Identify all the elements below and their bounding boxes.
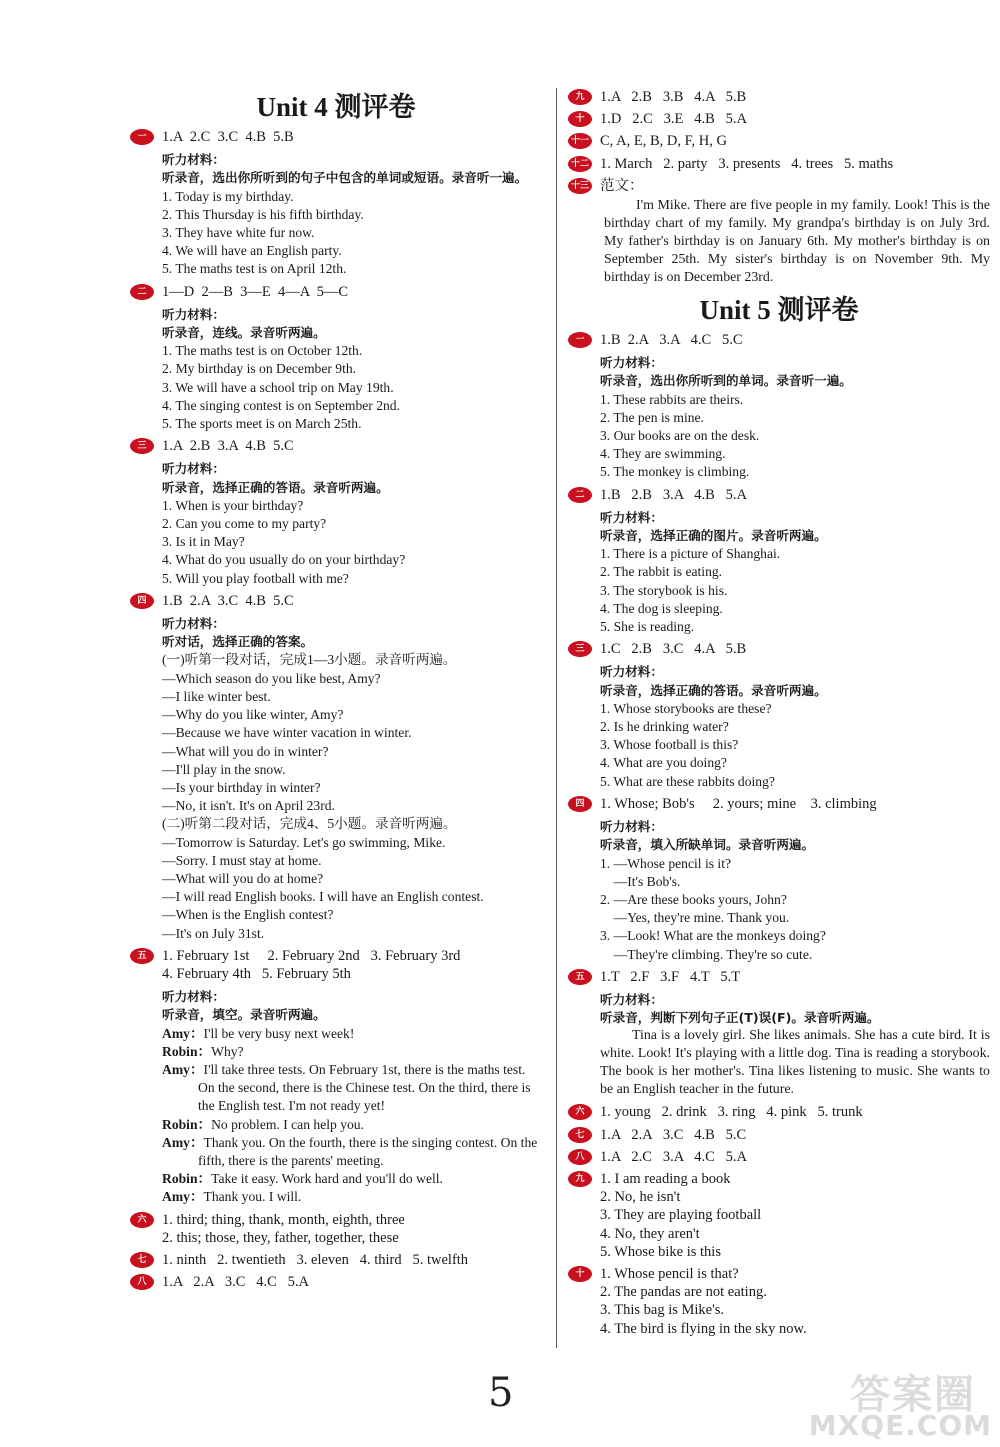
transcript-line: 3. Is it in May? (162, 534, 245, 550)
dialogue-colon: ： (189, 1025, 204, 1041)
unit4-title: Unit 4 测评卷 (256, 92, 416, 122)
dialogue-speaker: Amy (162, 1025, 190, 1041)
unit5-section (568, 331, 990, 482)
answer-block (568, 331, 990, 349)
dialogue-text: Take it easy. Work hard and you'll do well. (211, 1171, 443, 1187)
left-column (130, 88, 542, 1291)
dialogue-colon: ： (189, 1134, 204, 1150)
dialogue-line (162, 1170, 542, 1188)
transcript-line: 3. Our books are on the desk. (600, 428, 760, 444)
answer-line: 1. Whose; Bob's 2. yours; mine 3. climbing (600, 795, 877, 812)
transcript-line: —No, it isn't. It's on April 23rd. (162, 798, 335, 814)
answer-line: 1.A 2.C 3.C 4.B 5.B (162, 129, 294, 145)
question-number-badge: 十二 (568, 156, 592, 172)
material-heading: 听力材料： (162, 152, 225, 168)
answer-block (130, 947, 542, 983)
answer-line: 1—D 2—B 3—E 4—A 5—C (162, 283, 349, 300)
dialogue-colon: ： (189, 1189, 204, 1205)
transcript-line: 2. Is he drinking water? (600, 719, 729, 735)
material-heading: 听力材料： (600, 991, 663, 1007)
transcript-line: —Which season do you like best, Amy? (162, 670, 381, 686)
question-number-badge: 十 (568, 1266, 592, 1282)
transcript-line: 5. The maths test is on April 12th. (162, 261, 347, 277)
dialogue-text: No problem. I can help you. (211, 1116, 364, 1132)
right-column (568, 88, 990, 1338)
answer-block (568, 110, 990, 128)
answer-line: 2. No, he isn't (600, 1189, 681, 1206)
transcript-line: 4. The singing contest is on September 2nd. (162, 397, 400, 413)
material-heading: 听力材料： (600, 355, 663, 371)
unit4-section (130, 947, 542, 1207)
unit4-section (568, 177, 990, 195)
dialogue-line (162, 1043, 542, 1061)
model-essay: I'm Mike. There are five people in my family. Look! This is the birthday chart of my family. My grandpa's birthday is on July 3rd. My father's birthday is on January 6th. My mother's birthday is on September 25th. My sister's birthday is on November 9th. My birthday is on December 23rd. (604, 198, 990, 286)
answer-block (130, 283, 542, 301)
transcript-line: 3. They have white fur now. (162, 225, 315, 241)
unit4-section (568, 88, 990, 106)
transcript-line: 4. We will have an English party. (162, 243, 342, 259)
unit5-sections (568, 331, 990, 1338)
transcript-line: —What will you do in winter? (162, 743, 329, 759)
question-number-badge: 五 (130, 948, 154, 964)
dialogue-text: I'll be very busy next week! (203, 1025, 355, 1041)
answer-block (130, 1251, 542, 1269)
dialogue-speaker: Robin (162, 1171, 198, 1187)
material-heading: 听力材料： (162, 989, 225, 1005)
dialogue-speaker: Robin (162, 1043, 198, 1059)
listening-material (568, 354, 990, 481)
unit5-section (568, 1170, 990, 1261)
unit4-section (130, 1251, 542, 1269)
question-number-badge: 四 (130, 593, 154, 609)
transcript-line: —Why do you like winter, Amy? (162, 707, 344, 723)
question-number-badge: 六 (130, 1212, 154, 1228)
unit4-section (568, 155, 990, 173)
transcript-line: (一)听第一段对话，完成1—3小题。录音听两遍。 (162, 652, 457, 668)
transcript-line: 2. —Are these books yours, John? (600, 891, 787, 907)
dialogue-line (162, 1188, 542, 1206)
answer-block (130, 128, 542, 146)
transcript-line: 1. Whose storybooks are these? (600, 700, 772, 716)
answer-line: 1. February 1st 2. February 2nd 3. February 3rd (162, 947, 461, 964)
answer-line: 1.A 2.B 3.B 4.A 5.B (600, 89, 747, 105)
material-heading: 听力材料： (600, 509, 663, 525)
dialogue-line (162, 1025, 542, 1043)
dialogue-speaker: Amy (162, 1189, 190, 1205)
answer-line: C, A, E, B, D, F, H, G (600, 133, 727, 150)
answer-line: 2. The pandas are not eating. (600, 1284, 767, 1301)
transcript-line: 4. The dog is sleeping. (600, 600, 723, 616)
transcript-line: 3. The storybook is his. (600, 582, 728, 598)
transcript-line: —Tomorrow is Saturday. Let's go swimming, Mike. (162, 834, 446, 850)
transcript-line: 3. —Look! What are the monkeys doing? (600, 928, 826, 944)
unit5-section (568, 1103, 990, 1121)
answer-line: 1. ninth 2. twentieth 3. eleven 4. third 5. twelfth (162, 1251, 469, 1268)
transcript-line: —I like winter best. (162, 688, 271, 704)
answer-block (568, 640, 990, 658)
transcript-line: —They're climbing. They're so cute. (600, 946, 813, 962)
transcript-line: 1. When is your birthday? (162, 497, 304, 513)
answer-line: 1. March 2. party 3. presents 4. trees 5. maths (600, 155, 894, 172)
material-instruction: 听对话，选择正确的答案。 (162, 634, 314, 650)
material-instruction: 听录音，选出你所听到的句子中包含的单词或短语。录音听一遍。 (162, 170, 528, 186)
answer-block (568, 88, 990, 106)
answer-block (130, 437, 542, 455)
answer-block (130, 1273, 542, 1291)
dialogue-colon: ： (197, 1043, 212, 1059)
unit4-section (568, 110, 990, 128)
answer-block (568, 177, 990, 195)
listening-material (568, 991, 990, 1099)
answer-block (568, 155, 990, 173)
column-divider (556, 88, 557, 1348)
answer-line: 1. third; thing, thank, month, eighth, three (162, 1211, 405, 1228)
transcript-line: 2. The pen is mine. (600, 409, 704, 425)
question-number-badge: 十三 (568, 178, 592, 194)
listening-material (130, 615, 542, 943)
question-number-badge: 四 (568, 796, 592, 812)
material-instruction: 听录音，填空。录音听两遍。 (162, 1007, 326, 1023)
dialogue-text: Thank you. On the fourth, there is the singing contest. On the fifth, there is the parents' meeting. (198, 1134, 538, 1168)
answer-line: 1.C 2.B 3.C 4.A 5.B (600, 641, 747, 658)
answer-line: 1. I am reading a book (600, 1170, 731, 1187)
question-number-badge: 八 (130, 1274, 154, 1290)
answer-line: 1.A 2.C 3.A 4.C 5.A (600, 1148, 748, 1165)
dialogue-speaker: Amy (162, 1134, 190, 1150)
transcript-line: —Yes, they're mine. Thank you. (600, 910, 790, 926)
answer-line: 5. Whose bike is this (600, 1243, 721, 1260)
dialogue-speaker: Robin (162, 1116, 198, 1132)
transcript-line: 4. What do you usually do on your birthday? (162, 552, 406, 568)
transcript-line: 1. These rabbits are theirs. (600, 391, 744, 407)
unit5-section (568, 1148, 990, 1166)
unit5-section (568, 968, 990, 1100)
material-instruction: 听录音，判断下列句子正(T)误(F)。录音听两遍。 (600, 1010, 880, 1026)
transcript-line: 5. The sports meet is on March 25th. (162, 416, 362, 432)
material-heading: 听力材料： (162, 616, 225, 632)
page-number: 5 (488, 1370, 514, 1416)
unit5-title: Unit 5 测评卷 (699, 295, 859, 326)
answer-block (568, 132, 990, 150)
answer-block (568, 968, 990, 986)
unit5-section (568, 1126, 990, 1144)
transcript-line: 2. My birthday is on December 9th. (162, 361, 357, 377)
listening-material (130, 988, 542, 1206)
unit4-section (130, 128, 542, 279)
unit4-section (568, 132, 990, 150)
listening-material (568, 818, 990, 964)
answer-line: 4. The bird is flying in the sky now. (600, 1320, 807, 1337)
transcript-line: 3. Whose football is this? (600, 737, 739, 753)
question-number-badge: 八 (568, 1149, 592, 1165)
answer-line: 1.B 2.A 3.A 4.C 5.C (600, 332, 743, 349)
material-heading: 听力材料： (600, 664, 663, 680)
transcript-line: —What will you do at home? (162, 870, 324, 886)
question-number-badge: 七 (130, 1252, 154, 1268)
answer-block (130, 1211, 542, 1247)
material-heading: 听力材料： (162, 306, 225, 322)
question-number-badge: 一 (130, 129, 154, 145)
answer-block (568, 1170, 990, 1261)
answer-line: 3. They are playing football (600, 1207, 762, 1224)
question-number-badge: 九 (568, 1171, 592, 1187)
dialogue-text: I'll take three tests. On February 1st, there is the maths test. On the second, there is the Chinese test. On the third, there is the English test. I'm not ready yet! (198, 1061, 531, 1114)
transcript-line: 4. What are you doing? (600, 755, 727, 771)
transcript-line: —Sorry. I must stay at home. (162, 852, 322, 868)
transcript-line: —I will read English books. I will have an English contest. (162, 889, 484, 905)
answer-block (568, 1126, 990, 1144)
transcript-line: —When is the English contest? (162, 907, 334, 923)
listening-material (130, 306, 542, 433)
transcript-line: 2. The rabbit is eating. (600, 564, 723, 580)
answer-line: 1.B 2.B 3.A 4.B 5.A (600, 486, 748, 503)
answer-line: 1. young 2. drink 3. ring 4. pink 5. trunk (600, 1104, 863, 1121)
answer-block (568, 1148, 990, 1166)
transcript-line: 2. This Thursday is his fifth birthday. (162, 206, 364, 222)
question-number-badge: 十一 (568, 133, 592, 149)
question-number-badge: 五 (568, 969, 592, 985)
transcript-line: (二)听第二段对话，完成4、5小题。录音听两遍。 (162, 816, 457, 832)
transcript-line: 1. Today is my birthday. (162, 188, 294, 204)
listening-material (568, 663, 990, 790)
answer-line: 1.B 2.A 3.C 4.B 5.C (162, 592, 294, 609)
transcript-line: 5. What are these rabbits doing? (600, 773, 775, 789)
material-instruction: 听录音，选出你所听到的单词。录音听一遍。 (600, 373, 852, 389)
question-number-badge: 二 (568, 487, 592, 503)
answer-block (130, 592, 542, 610)
unit4-sections (130, 128, 542, 1291)
unit4-section (130, 592, 542, 943)
watermark-logo (802, 1363, 992, 1443)
dialogue-line (162, 1116, 542, 1134)
answer-line: 4. No, they aren't (600, 1225, 700, 1242)
watermark-text: 答案圈 (850, 1372, 976, 1418)
unit5-section (568, 1265, 990, 1338)
answer-line: 4. February 4th 5. February 5th (162, 965, 351, 982)
question-number-badge: 三 (130, 438, 154, 454)
question-number-badge: 一 (568, 332, 592, 348)
transcript-line: 5. She is reading. (600, 619, 695, 635)
unit4-section (130, 437, 542, 588)
unit5-section (568, 795, 990, 964)
dialogue-speaker: Amy (162, 1061, 190, 1077)
answer-block (568, 1265, 990, 1338)
unit5-section (568, 640, 990, 791)
transcript-line: 4. They are swimming. (600, 446, 726, 462)
material-instruction: 听录音，选择正确的答语。录音听两遍。 (600, 682, 827, 698)
transcript-line: —It's Bob's. (600, 873, 681, 889)
question-number-badge: 三 (568, 641, 592, 657)
unit4-continued-sections (568, 88, 990, 195)
listening-material (568, 509, 990, 636)
dialogue-colon: ： (189, 1061, 204, 1077)
passage-text: Tina is a lovely girl. She likes animals. She has a cute bird. It is white. Look! It's playing with a little dog. Tina is reading a storybook. The book is her mother's. Tina likes listening to music. She wants to be an English teacher in the future. (600, 1028, 990, 1098)
material-instruction: 听录音，连线。录音听两遍。 (162, 325, 326, 341)
transcript-line: —I'll play in the snow. (162, 761, 286, 777)
dialogue-line (162, 1061, 542, 1116)
answer-block (568, 795, 990, 813)
answer-line: 1.A 2.A 3.C 4.B 5.C (600, 1126, 747, 1143)
transcript-line: 1. There is a picture of Shanghai. (600, 546, 781, 562)
transcript-line: 1. —Whose pencil is it? (600, 855, 731, 871)
answer-line: 2. this; those, they, father, together, these (162, 1229, 399, 1246)
transcript-line: 5. The monkey is climbing. (600, 464, 750, 480)
answer-line: 范文： (600, 177, 644, 194)
answer-line: 1. Whose pencil is that? (600, 1265, 739, 1282)
dialogue-colon: ： (197, 1116, 212, 1132)
dialogue-line (162, 1134, 542, 1170)
watermark-url: MXQE.COM (808, 1409, 992, 1442)
answer-block (568, 1103, 990, 1121)
answer-line: 1.A 2.B 3.A 4.B 5.C (162, 438, 294, 455)
unit4-section (130, 283, 542, 434)
answer-line: 1.D 2.C 3.E 4.B 5.A (600, 111, 748, 128)
dialogue-text: Thank you. I will. (203, 1189, 302, 1205)
transcript-line: 2. Can you come to my party? (162, 516, 327, 532)
answer-block (568, 486, 990, 504)
question-number-badge: 十 (568, 111, 592, 127)
transcript-line: —Is your birthday in winter? (162, 779, 321, 795)
listening-material (130, 460, 542, 587)
material-instruction: 听录音，填入所缺单词。录音听两遍。 (600, 837, 815, 853)
unit4-section (130, 1273, 542, 1291)
material-instruction: 听录音，选择正确的图片。录音听两遍。 (600, 528, 827, 544)
question-number-badge: 二 (130, 284, 154, 300)
material-heading: 听力材料： (162, 461, 225, 477)
answer-line: 1.T 2.F 3.F 4.T 5.T (600, 968, 741, 985)
dialogue-text: Why? (211, 1043, 244, 1059)
question-number-badge: 六 (568, 1104, 592, 1120)
transcript-line: 3. We will have a school trip on May 19th. (162, 379, 394, 395)
dialogue-colon: ： (197, 1171, 212, 1187)
answer-line: 3. This bag is Mike's. (600, 1302, 724, 1319)
transcript-line: 1. The maths test is on October 12th. (162, 343, 363, 359)
material-heading: 听力材料： (600, 819, 663, 835)
transcript-line: —It's on July 31st. (162, 925, 265, 941)
unit5-section (568, 486, 990, 637)
material-instruction: 听录音，选择正确的答语。录音听两遍。 (162, 479, 389, 495)
question-number-badge: 七 (568, 1127, 592, 1143)
question-number-badge: 九 (568, 89, 592, 105)
transcript-line: 5. Will you play football with me? (162, 570, 349, 586)
listening-material (130, 151, 542, 278)
transcript-line: —Because we have winter vacation in winter. (162, 725, 412, 741)
unit4-section (130, 1211, 542, 1247)
answer-line: 1.A 2.A 3.C 4.C 5.A (162, 1274, 310, 1291)
